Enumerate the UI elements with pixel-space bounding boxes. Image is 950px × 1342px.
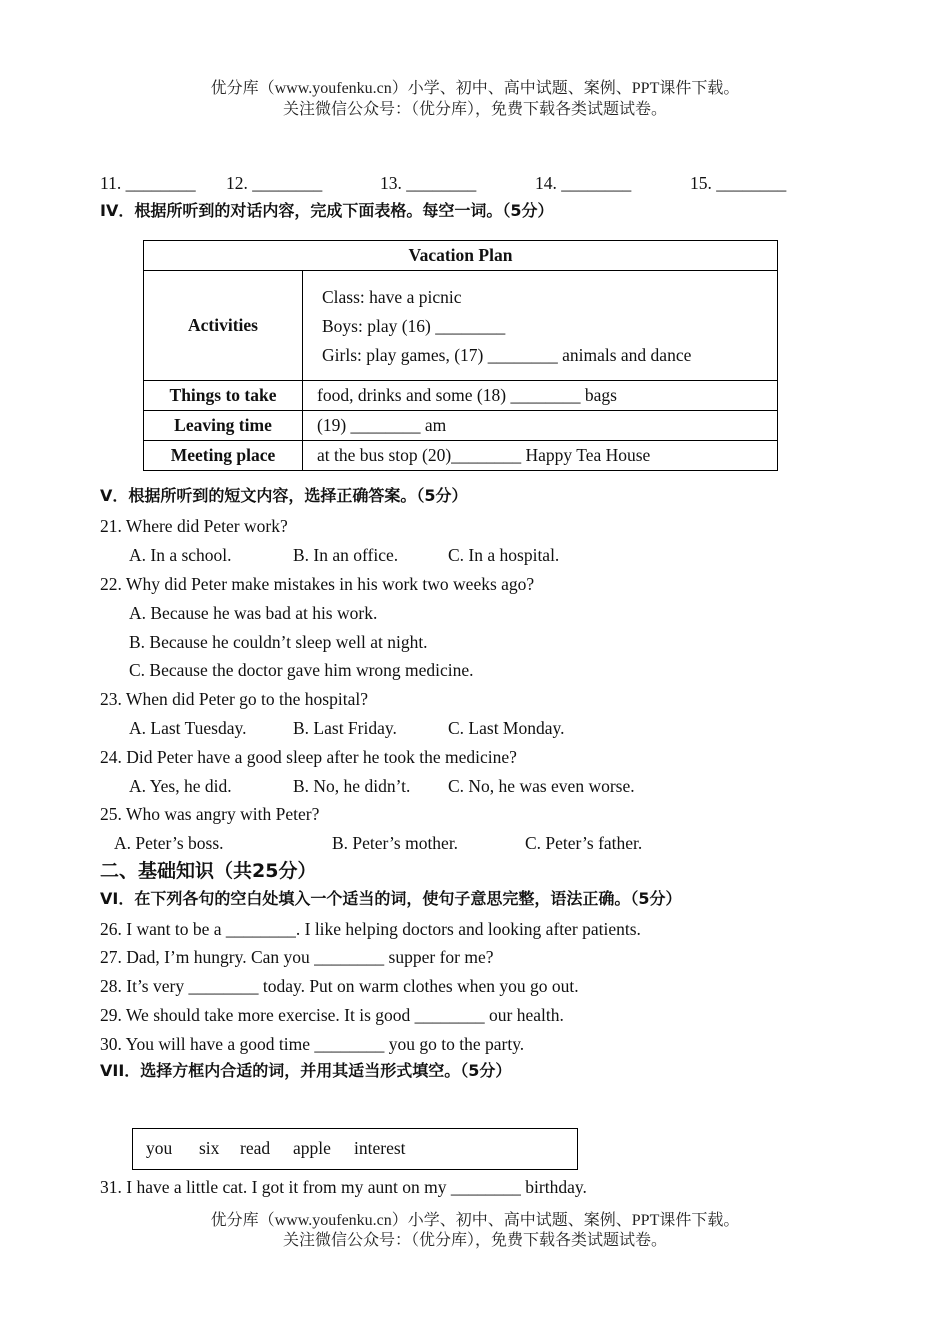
section-4-heading: IV．根据所听到的对话内容，完成下面表格。每空一词。（5分） bbox=[100, 201, 554, 220]
option-24b: B. No, he didn’t. bbox=[293, 776, 411, 796]
option-25c: C. Peter’s father. bbox=[525, 833, 643, 853]
item-30: 30. You will have a good time ________ you go to the party. bbox=[100, 1034, 525, 1054]
word-option: you bbox=[146, 1138, 173, 1158]
section-6-heading: VI．在下列各句的空白处填入一个适当的词，使句子意思完整，语法正确。（5分） bbox=[100, 889, 682, 908]
word-option: apple bbox=[293, 1138, 331, 1158]
header-line-1: 优分库（www.youfenku.cn）小学、初中、高中试题、案例、PPT课件下载。 bbox=[210, 80, 740, 97]
item-31: 31. I have a little cat. I got it from my aunt on my ________ birthday. bbox=[100, 1177, 587, 1197]
option-21b: B. In an office. bbox=[293, 545, 399, 565]
word-box bbox=[132, 1128, 578, 1170]
answer-blank-11: 11. ________ bbox=[100, 173, 196, 193]
option-23b: B. Last Friday. bbox=[293, 718, 397, 738]
part-2-heading: 二、基础知识（共25分） bbox=[100, 860, 317, 882]
option-21a: A. In a school. bbox=[129, 545, 232, 565]
question-23: 23. When did Peter go to the hospital? bbox=[100, 689, 368, 709]
question-22: 22. Why did Peter make mistakes in his work two weeks ago? bbox=[100, 574, 535, 594]
option-23a: A. Last Tuesday. bbox=[129, 718, 247, 738]
row-label-leaving: Leaving time bbox=[144, 411, 303, 441]
item-28: 28. It’s very ________ today. Put on warm clothes when you go out. bbox=[100, 976, 579, 996]
option-24c: C. No, he was even worse. bbox=[448, 776, 635, 796]
answer-blank-12: 12. ________ bbox=[226, 173, 323, 193]
table-title: Vacation Plan bbox=[144, 241, 778, 271]
activities-cell bbox=[303, 271, 778, 381]
question-21: 21. Where did Peter work? bbox=[100, 516, 288, 536]
answer-blank-15: 15. ________ bbox=[690, 173, 787, 193]
section-7-heading: VII．选择方框内合适的词，并用其适当形式填空。（5分） bbox=[100, 1061, 512, 1080]
option-25a: A. Peter’s boss. bbox=[114, 833, 224, 853]
activity-line: Class: have a picnic bbox=[322, 287, 462, 307]
row-label-activities: Activities bbox=[144, 271, 303, 381]
question-25: 25. Who was angry with Peter? bbox=[100, 804, 320, 824]
footer-line-1: 优分库（www.youfenku.cn）小学、初中、高中试题、案例、PPT课件下载。 bbox=[210, 1212, 740, 1229]
footer-line-2: 关注微信公众号：（优分库），免费下载各类试题试卷。 bbox=[282, 1232, 667, 1249]
meeting-value: at the bus stop (20)________ Happy Tea House bbox=[303, 441, 778, 471]
word-option: interest bbox=[354, 1138, 406, 1158]
things-value: food, drinks and some (18) ________ bags bbox=[303, 381, 778, 411]
word-option: read bbox=[240, 1138, 271, 1158]
leaving-value: (19) ________ am bbox=[303, 411, 778, 441]
header-line-2: 关注微信公众号：（优分库），免费下载各类试题试卷。 bbox=[282, 101, 667, 118]
question-24: 24. Did Peter have a good sleep after he took the medicine? bbox=[100, 747, 517, 767]
item-29: 29. We should take more exercise. It is good ________ our health. bbox=[100, 1005, 564, 1025]
row-label-things: Things to take bbox=[144, 381, 303, 411]
option-23c: C. Last Monday. bbox=[448, 718, 565, 738]
answer-blank-14: 14. ________ bbox=[535, 173, 632, 193]
activity-line: Boys: play (16) ________ bbox=[322, 316, 506, 336]
item-26: 26. I want to be a ________. I like helping doctors and looking after patients. bbox=[100, 919, 641, 939]
word-option: six bbox=[199, 1138, 220, 1158]
option-21c: C. In a hospital. bbox=[448, 545, 560, 565]
vacation-plan-table bbox=[143, 240, 778, 471]
option-22b: B. Because he couldn’t sleep well at night. bbox=[129, 632, 428, 652]
option-25b: B. Peter’s mother. bbox=[332, 833, 459, 853]
row-label-meeting: Meeting place bbox=[144, 441, 303, 471]
answer-blank-13: 13. ________ bbox=[380, 173, 477, 193]
option-22c: C. Because the doctor gave him wrong medicine. bbox=[129, 660, 474, 680]
section-5-heading: V．根据所听到的短文内容，选择正确答案。（5分） bbox=[100, 486, 468, 505]
option-24a: A. Yes, he did. bbox=[129, 776, 232, 796]
activity-line: Girls: play games, (17) ________ animals and dance bbox=[322, 345, 692, 365]
item-27: 27. Dad, I’m hungry. Can you ________ supper for me? bbox=[100, 947, 494, 967]
option-22a: A. Because he was bad at his work. bbox=[129, 603, 378, 623]
